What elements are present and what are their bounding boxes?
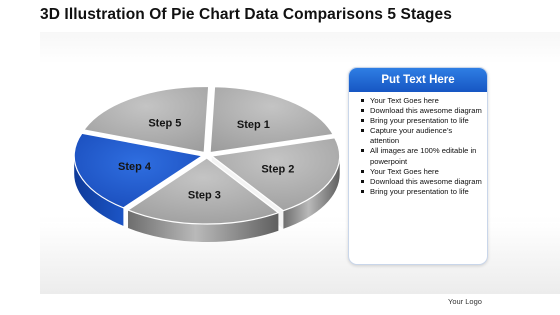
pie-slice-label: Step 5 xyxy=(148,117,182,130)
panel-list-text: Your Text Goes here xyxy=(370,96,439,105)
bullet-icon xyxy=(361,180,364,183)
panel-list-item xyxy=(361,126,483,146)
bullet-icon xyxy=(361,190,364,193)
panel-list-item xyxy=(361,106,483,116)
bullet-icon xyxy=(361,109,364,112)
bullet-icon xyxy=(361,129,364,132)
pie-slice-label: Step 2 xyxy=(261,163,295,176)
logo-text: Your Logo xyxy=(448,297,482,306)
panel-list-text: Download this awesome diagram xyxy=(370,106,482,116)
panel-list-text: Bring your presentation to life xyxy=(370,186,469,196)
panel-list-text: Bring your presentation to life xyxy=(370,116,469,126)
bullet-icon xyxy=(361,99,364,102)
bullet-icon xyxy=(361,119,364,122)
text-panel xyxy=(348,67,488,265)
bullet-icon xyxy=(361,170,364,173)
slide-title: 3D Illustration Of Pie Chart Data Comparisons 5 Stages xyxy=(40,6,452,23)
panel-list-item xyxy=(361,96,483,106)
panel-list xyxy=(349,96,487,197)
panel-list-item xyxy=(361,167,483,177)
bullet-icon xyxy=(361,149,364,152)
pie-slice-label: Step 1 xyxy=(236,119,270,132)
panel-list-text: Your Text Goes here xyxy=(370,166,439,176)
panel-list-text: Download this awesome diagram xyxy=(370,176,482,186)
panel-list-item xyxy=(361,146,483,166)
pie-slice-label: Step 4 xyxy=(118,160,152,173)
panel-list-text: All images are 100% editable in powerpoint xyxy=(370,146,477,166)
panel-list-text: Capture your audience’s attention xyxy=(370,126,453,146)
panel-list-item xyxy=(361,187,483,197)
pie-slice-label: Step 3 xyxy=(187,189,221,202)
panel-list-item xyxy=(361,116,483,126)
panel-list-item xyxy=(361,177,483,187)
panel-header: Put Text Here xyxy=(349,68,487,92)
